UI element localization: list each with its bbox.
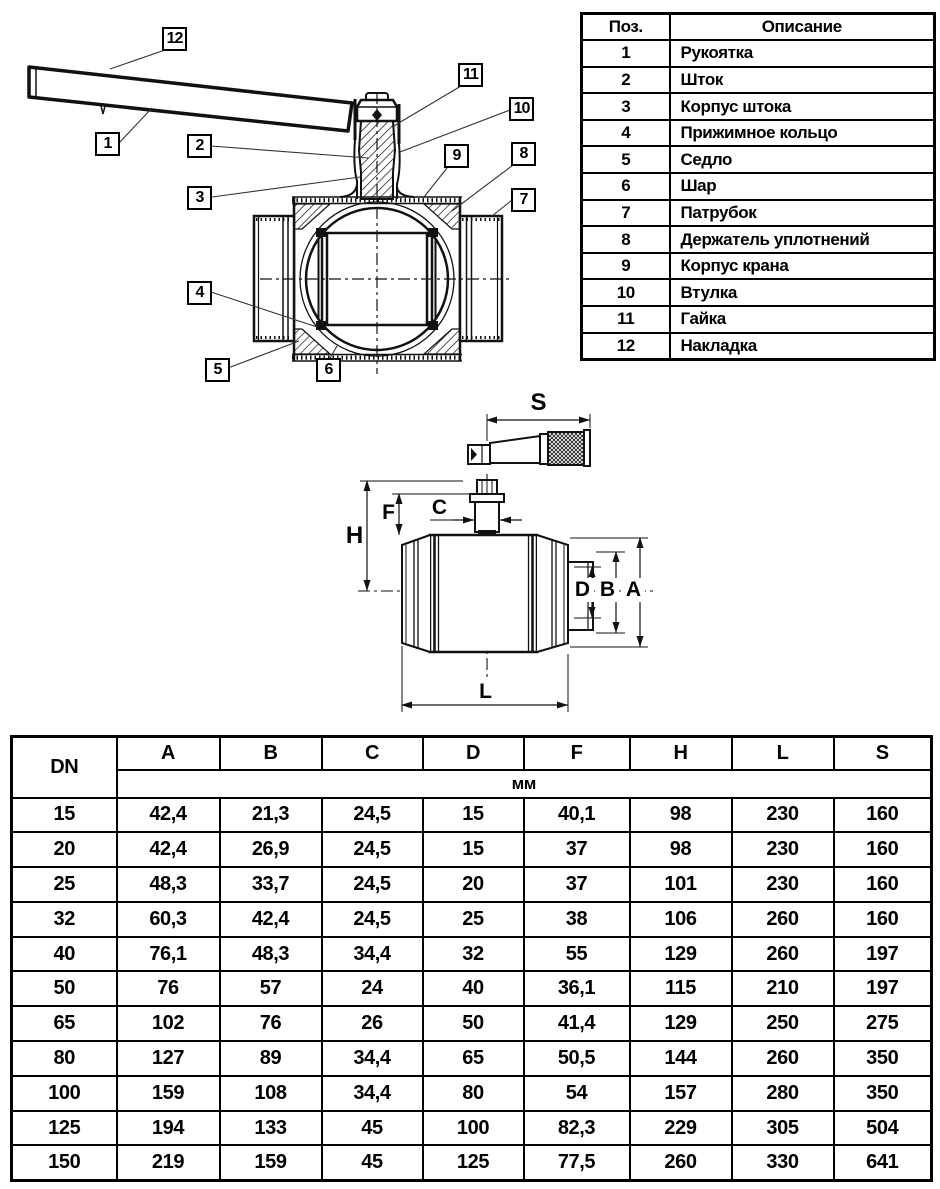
dims-cell: 45 <box>322 1145 423 1180</box>
dims-cell: 54 <box>524 1076 630 1111</box>
dims-cell: 76,1 <box>117 937 220 972</box>
dims-row <box>12 1076 932 1111</box>
pos-cell: 10 <box>582 279 670 306</box>
dims-cell: 80 <box>423 1076 524 1111</box>
dim-label-H: H <box>345 522 363 549</box>
parts-row <box>582 253 935 280</box>
assembly-drawing-svg <box>0 0 580 405</box>
dims-cell: 194 <box>117 1111 220 1146</box>
dims-cell: 159 <box>117 1076 220 1111</box>
dims-cell: 33,7 <box>220 867 322 902</box>
dims-row <box>12 832 932 867</box>
dims-unit-row <box>12 770 932 798</box>
callout-10: 10 <box>509 97 534 121</box>
dims-header-a: A <box>117 737 220 770</box>
valve-body <box>430 535 537 652</box>
dims-cell: 275 <box>834 1006 932 1041</box>
dims-cell: 48,3 <box>117 867 220 902</box>
dims-header-l: L <box>732 737 834 770</box>
desc-cell: Втулка <box>670 279 935 306</box>
dims-cell: 42,4 <box>117 798 220 833</box>
dims-cell: 159 <box>220 1145 322 1180</box>
callout-6: 6 <box>316 358 341 382</box>
dims-cell: 76 <box>220 1006 322 1041</box>
dims-cell: 102 <box>117 1006 220 1041</box>
dim-label-D: D <box>570 578 594 602</box>
desc-cell: Гайка <box>670 306 935 333</box>
parts-row <box>582 200 935 227</box>
dims-cell: 230 <box>732 867 834 902</box>
dims-cell: 305 <box>732 1111 834 1146</box>
dims-cell: 230 <box>732 832 834 867</box>
dims-cell: 20 <box>12 832 117 867</box>
dims-cell: 50 <box>12 971 117 1006</box>
parts-row <box>582 146 935 173</box>
callout-4: 4 <box>187 281 212 305</box>
dims-cell: 260 <box>732 902 834 937</box>
dims-cell: 60,3 <box>117 902 220 937</box>
pos-cell: 12 <box>582 333 670 360</box>
dims-cell: 230 <box>732 798 834 833</box>
dims-cell: 32 <box>423 937 524 972</box>
dims-cell: 25 <box>12 867 117 902</box>
dims-cell: 26,9 <box>220 832 322 867</box>
dims-cell: 260 <box>630 1145 732 1180</box>
dims-cell: 129 <box>630 1006 732 1041</box>
unit-cell: мм <box>117 770 932 798</box>
parts-row <box>582 279 935 306</box>
dims-cell: 219 <box>117 1145 220 1180</box>
dims-cell: 15 <box>12 798 117 833</box>
parts-row <box>582 306 935 333</box>
dims-cell: 106 <box>630 902 732 937</box>
callout-9: 9 <box>444 144 469 168</box>
dims-row <box>12 798 932 833</box>
desc-cell: Корпус штока <box>670 93 935 120</box>
dims-header-f: F <box>524 737 630 770</box>
dims-cell: 127 <box>117 1041 220 1076</box>
desc-cell: Шток <box>670 67 935 94</box>
dims-cell: 37 <box>524 832 630 867</box>
dims-cell: 330 <box>732 1145 834 1180</box>
desc-cell: Шар <box>670 173 935 200</box>
desc-cell: Рукоятка <box>670 40 935 67</box>
parts-header-desc: Описание <box>670 14 935 41</box>
parts-row <box>582 120 935 147</box>
dims-row <box>12 1111 932 1146</box>
dims-cell: 25 <box>423 902 524 937</box>
dims-cell: 80 <box>12 1041 117 1076</box>
dims-header-dn: DN <box>12 737 117 798</box>
dims-cell: 55 <box>524 937 630 972</box>
dims-cell: 36,1 <box>524 971 630 1006</box>
dims-row <box>12 1145 932 1180</box>
dims-header-row <box>12 737 932 770</box>
dims-cell: 24 <box>322 971 423 1006</box>
dims-row <box>12 937 932 972</box>
desc-cell: Патрубок <box>670 200 935 227</box>
parts-header-pos: Поз. <box>582 14 670 41</box>
dims-row <box>12 867 932 902</box>
desc-cell: Держатель уплотнений <box>670 226 935 253</box>
dims-cell: 40 <box>12 937 117 972</box>
dims-cell: 100 <box>423 1111 524 1146</box>
desc-cell: Прижимное кольцо <box>670 120 935 147</box>
callout-11: 11 <box>458 63 483 87</box>
dim-label-B: B <box>595 578 619 602</box>
callout-3: 3 <box>187 186 212 210</box>
dims-cell: 150 <box>12 1145 117 1180</box>
dims-cell: 100 <box>12 1076 117 1111</box>
dims-cell: 250 <box>732 1006 834 1041</box>
desc-cell: Седло <box>670 146 935 173</box>
dim-label-A: A <box>621 578 645 602</box>
dimensions-table <box>10 735 933 1182</box>
dims-cell: 50 <box>423 1006 524 1041</box>
parts-row <box>582 226 935 253</box>
pos-cell: 7 <box>582 200 670 227</box>
dims-cell: 20 <box>423 867 524 902</box>
callout-5: 5 <box>205 358 230 382</box>
dims-cell: 129 <box>630 937 732 972</box>
callout-12: 12 <box>162 27 187 51</box>
dim-label-L: L <box>479 680 491 703</box>
dims-cell: 197 <box>834 971 932 1006</box>
dims-header-b: B <box>220 737 322 770</box>
parts-row <box>582 333 935 360</box>
parts-table <box>580 12 936 361</box>
dims-cell: 197 <box>834 937 932 972</box>
dims-cell: 101 <box>630 867 732 902</box>
dims-header-d: D <box>423 737 524 770</box>
parts-row <box>582 93 935 120</box>
dims-cell: 77,5 <box>524 1145 630 1180</box>
dims-cell: 65 <box>12 1006 117 1041</box>
dims-header-h: H <box>630 737 732 770</box>
dims-cell: 40,1 <box>524 798 630 833</box>
pos-cell: 3 <box>582 93 670 120</box>
dims-header-c: C <box>322 737 423 770</box>
dims-cell: 160 <box>834 867 932 902</box>
dims-cell: 144 <box>630 1041 732 1076</box>
dims-row <box>12 902 932 937</box>
dims-cell: 133 <box>220 1111 322 1146</box>
desc-cell: Корпус крана <box>670 253 935 280</box>
dims-cell: 350 <box>834 1041 932 1076</box>
dims-cell: 50,5 <box>524 1041 630 1076</box>
dims-cell: 34,4 <box>322 1076 423 1111</box>
pos-cell: 8 <box>582 226 670 253</box>
callout-2: 2 <box>187 134 212 158</box>
dims-cell: 37 <box>524 867 630 902</box>
assembly-drawing <box>0 0 580 405</box>
dims-cell: 108 <box>220 1076 322 1111</box>
dims-cell: 82,3 <box>524 1111 630 1146</box>
dims-cell: 160 <box>834 832 932 867</box>
handle-grip <box>548 432 584 465</box>
dims-cell: 350 <box>834 1076 932 1111</box>
dims-cell: 210 <box>732 971 834 1006</box>
dims-cell: 160 <box>834 798 932 833</box>
callout-1: 1 <box>95 132 120 156</box>
dims-cell: 229 <box>630 1111 732 1146</box>
dims-cell: 65 <box>423 1041 524 1076</box>
pos-cell: 4 <box>582 120 670 147</box>
callout-7: 7 <box>511 188 536 212</box>
dims-cell: 160 <box>834 902 932 937</box>
dims-cell: 125 <box>423 1145 524 1180</box>
dims-cell: 26 <box>322 1006 423 1041</box>
pos-cell: 5 <box>582 146 670 173</box>
dims-cell: 157 <box>630 1076 732 1111</box>
dimension-drawing-svg <box>330 388 670 728</box>
dims-cell: 24,5 <box>322 867 423 902</box>
dims-cell: 34,4 <box>322 1041 423 1076</box>
pos-cell: 11 <box>582 306 670 333</box>
pos-cell: 9 <box>582 253 670 280</box>
dims-cell: 98 <box>630 798 732 833</box>
dims-cell: 89 <box>220 1041 322 1076</box>
dims-header-s: S <box>834 737 932 770</box>
pos-cell: 2 <box>582 67 670 94</box>
desc-cell: Накладка <box>670 333 935 360</box>
dim-label-C: C <box>431 496 447 519</box>
dims-cell: 280 <box>732 1076 834 1111</box>
dims-cell: 34,4 <box>322 937 423 972</box>
dims-cell: 260 <box>732 1041 834 1076</box>
dims-row <box>12 1041 932 1076</box>
dims-cell: 21,3 <box>220 798 322 833</box>
dims-row <box>12 971 932 1006</box>
dims-cell: 42,4 <box>220 902 322 937</box>
pos-cell: 1 <box>582 40 670 67</box>
dims-cell: 24,5 <box>322 832 423 867</box>
dims-cell: 32 <box>12 902 117 937</box>
dims-cell: 41,4 <box>524 1006 630 1041</box>
dim-label-F: F <box>382 501 394 524</box>
dims-cell: 125 <box>12 1111 117 1146</box>
pos-cell: 6 <box>582 173 670 200</box>
dims-cell: 48,3 <box>220 937 322 972</box>
dims-cell: 40 <box>423 971 524 1006</box>
dims-cell: 76 <box>117 971 220 1006</box>
dims-cell: 15 <box>423 798 524 833</box>
dims-cell: 15 <box>423 832 524 867</box>
dims-cell: 98 <box>630 832 732 867</box>
dims-row <box>12 1006 932 1041</box>
parts-header-row <box>582 14 935 41</box>
callout-8: 8 <box>511 142 536 166</box>
dims-cell: 57 <box>220 971 322 1006</box>
dims-cell: 641 <box>834 1145 932 1180</box>
dims-cell: 45 <box>322 1111 423 1146</box>
dims-cell: 24,5 <box>322 798 423 833</box>
handle-outline <box>29 67 352 131</box>
dims-cell: 38 <box>524 902 630 937</box>
parts-row <box>582 173 935 200</box>
dims-cell: 260 <box>732 937 834 972</box>
parts-row <box>582 67 935 94</box>
dimension-drawing <box>330 388 670 728</box>
dims-cell: 24,5 <box>322 902 423 937</box>
dim-label-S: S <box>530 389 546 416</box>
dims-cell: 504 <box>834 1111 932 1146</box>
dims-cell: 42,4 <box>117 832 220 867</box>
parts-row <box>582 40 935 67</box>
dims-cell: 115 <box>630 971 732 1006</box>
